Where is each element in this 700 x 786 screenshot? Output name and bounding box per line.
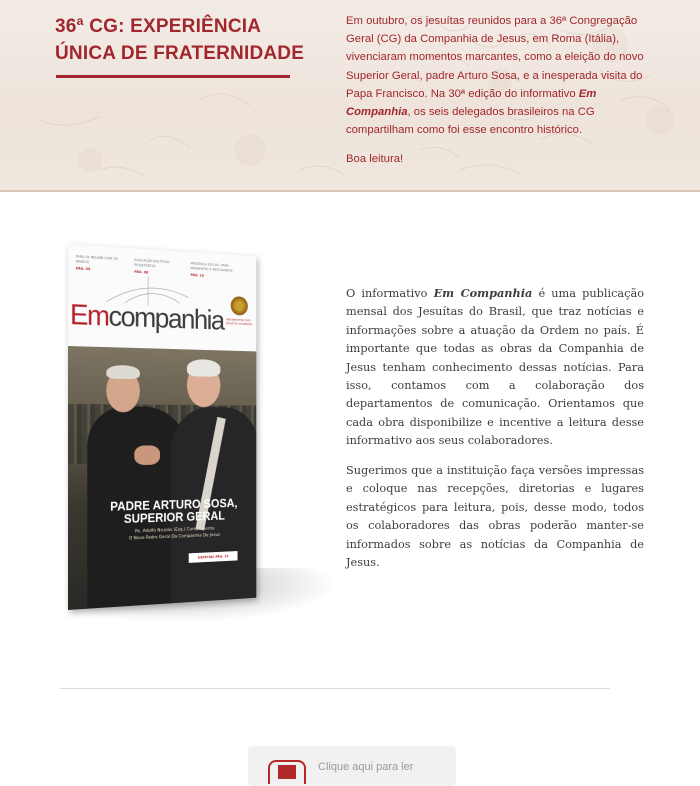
title-line-2: ÚNICA DE FRATERNIDADE [55, 43, 305, 64]
photo-hair-left [106, 365, 140, 379]
cover-teaser-3 [190, 262, 238, 280]
intro-publication-name: Em Companhia [346, 87, 597, 119]
cover-caption-line-1: Pe. Adolfo Nicolás (Esq.) Cumprimenta [134, 526, 215, 535]
intro-paragraph [346, 12, 646, 139]
magazine-logo [70, 299, 224, 337]
header-banner [0, 0, 700, 192]
cover-teaser-2-page: PÁG. 08 [134, 269, 149, 275]
magazine-cover [68, 244, 256, 610]
photo-hair-right [187, 359, 220, 377]
jesuit-seal-icon [231, 296, 248, 316]
description-paragraph-1 [346, 284, 644, 451]
cover-teaser-1 [76, 254, 128, 273]
photo-handshake [134, 445, 160, 465]
cover-teaser-1-text: PARA SE REUNIR COM OS IRMÃOS [75, 254, 118, 264]
read-online-button[interactable] [248, 746, 456, 786]
cover-teaser-3-page: PÁG. 10 [190, 273, 204, 278]
description-1-end: é uma publicação mensal dos Jesuítas do Brasil, que traz notícias e informações sobre a atuação da Ordem no país. É importante que todas as obras da Companhia de Jesus tenham conhecimento dessas notícias. Para isso, contamos com a colaboração dos departamentos de comunicação. Orientamos que cada obra disponibilize e incentive a leitura desse informativo aos seus colaboradores. [346, 287, 644, 448]
logo-em: Em [69, 299, 109, 333]
description-paragraph-2: Sugerimos que a instituição faça versões impressas e coloque nas recepções, diretorias e lugares estratégicos para leitura, pois, desse modo, todos os colaboradores das obras poderão manter-se informados sobre as notícias da Companhia de Jesus. [346, 464, 644, 570]
title-line-1: 36ª CG: EXPERIÊNCIA [55, 16, 262, 37]
cover-teaser-2-text: EDUCAÇÃO JESUÍTICA: RESISTÊNCIA [134, 258, 170, 268]
read-online-label: Clique aqui para ler [318, 761, 414, 773]
cover-seal-text: INFORMATIVO DOS JESUÍTAS DO BRASIL [226, 317, 253, 326]
cover-caption-line-2: O Novo Padre Geral Da Companhia De Jesus [128, 532, 221, 542]
cover-teaser-3-text: PRESENÇA SOCIAL: PARA MIGRANTES E REFUGIADOS [190, 261, 233, 273]
cover-badge: ESPECIAL PÁG. 12 [189, 551, 238, 563]
section-divider [60, 688, 610, 689]
cover-teaser-2 [134, 258, 184, 277]
greeting-text: Boa leitura! [346, 153, 404, 165]
cover-teaser-1-page: PÁG. 05 [75, 266, 91, 272]
page-title [55, 13, 305, 67]
logo-companhia: companhia [108, 300, 224, 337]
magazine-cover-image [58, 238, 333, 633]
cover-photo [68, 346, 256, 610]
magazine-icon [268, 760, 306, 784]
description-1-publication-name: Em Companhia [433, 286, 533, 300]
cover-headline: PADRE ARTURO SOSA, SUPERIOR GERAL [110, 496, 238, 526]
intro-text-start: Em outubro, os jesuítas reunidos para a 36ª Congregação Geral (CG) da Companhia de Jesus, em Roma (Itália), vivenciaram momentos marcantes, como a eleição do novo Superior Geral, padre Arturo Sosa, e a inesperada visita do Papa Francisco. Na 30ª edição do informativo [346, 15, 644, 100]
description-1-start: O informativo [346, 287, 434, 300]
header-divider [0, 190, 700, 192]
title-underline [56, 75, 290, 78]
intro-text-end: , os seis delegados brasileiros na CG compartilham como foi esse encontro histórico. [346, 106, 595, 137]
